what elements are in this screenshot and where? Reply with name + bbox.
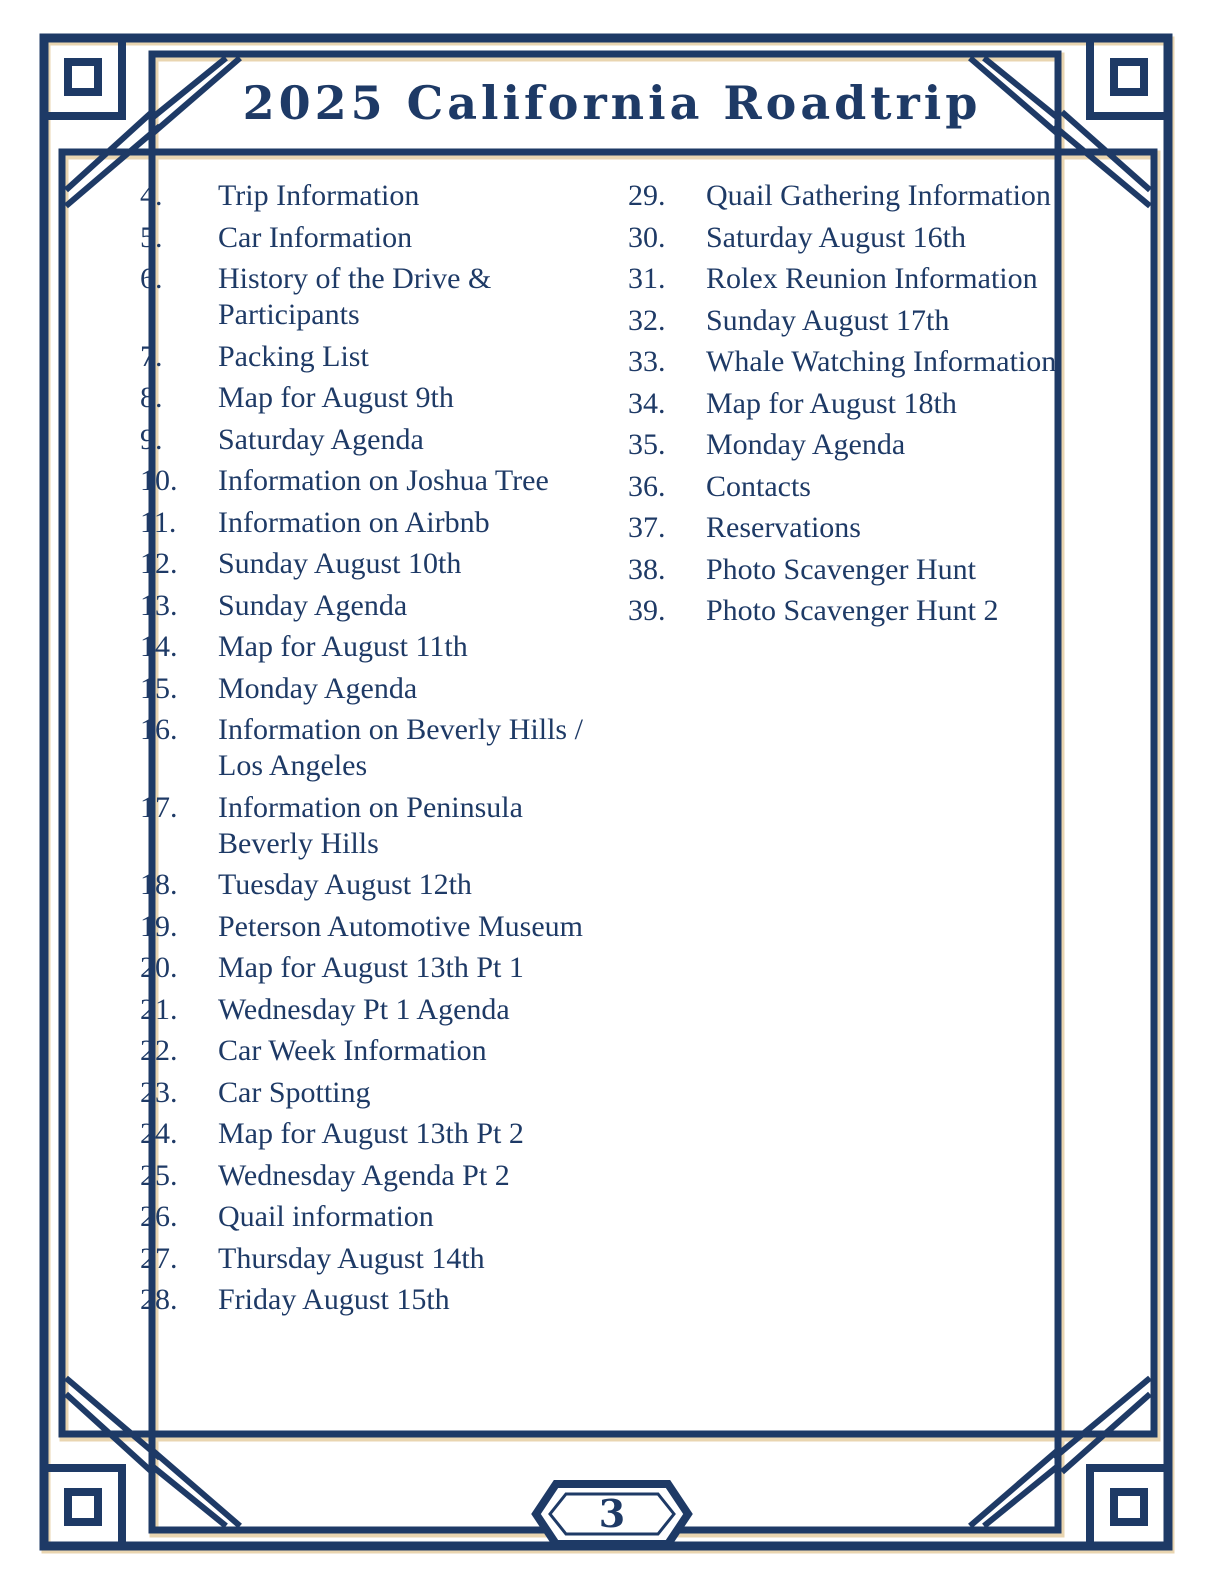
toc-entry-number: 31.	[628, 262, 666, 295]
toc-entry[interactable]	[140, 220, 600, 256]
toc-entry[interactable]	[628, 344, 1098, 380]
toc-right-column	[628, 178, 1098, 635]
toc-entry-label: Friday August 15th	[218, 1283, 450, 1316]
toc-entry[interactable]	[628, 386, 1098, 422]
toc-entry-number: 27.	[140, 1241, 178, 1275]
toc-entry-number: 8.	[140, 381, 163, 414]
toc-entry-number: 29.	[628, 179, 666, 212]
toc-entry-label: Rolex Reunion Information	[706, 262, 1038, 295]
toc-entry-label: Map for August 9th	[218, 381, 454, 414]
toc-entry[interactable]	[628, 552, 1098, 588]
toc-entry-label: Map for August 13th Pt 2	[218, 1117, 524, 1150]
toc-entry-label: Quail Gathering Information	[706, 179, 1051, 212]
toc-entry[interactable]	[140, 463, 600, 499]
toc-entry[interactable]	[140, 671, 600, 707]
toc-entry[interactable]	[140, 712, 600, 784]
toc-entry-label: Sunday August 17th	[706, 303, 950, 337]
toc-entry-number: 20.	[140, 951, 178, 984]
toc-entry-label: Tuesday August 12th	[218, 868, 472, 901]
toc-entry-label: Monday Agenda	[706, 428, 906, 461]
toc-entry-label: Sunday August 10th	[218, 547, 462, 580]
toc-entry-number: 19.	[140, 909, 178, 943]
toc-entry-number: 36.	[628, 469, 666, 503]
toc-entry-label: Wednesday Pt 1 Agenda	[218, 992, 510, 1026]
toc-entry-number: 18.	[140, 868, 178, 901]
toc-entry-label: Car Spotting	[218, 1075, 371, 1109]
toc-entry[interactable]	[628, 220, 1098, 256]
toc-entry-number: 14.	[140, 630, 178, 663]
toc-entry[interactable]	[628, 303, 1098, 339]
toc-entry-number: 25.	[140, 1158, 178, 1192]
toc-entry[interactable]	[628, 510, 1098, 546]
toc-entry[interactable]	[140, 1241, 600, 1277]
toc-left-column	[140, 178, 600, 1324]
toc-entry[interactable]	[628, 261, 1098, 297]
toc-entry[interactable]	[140, 178, 600, 214]
toc-entry-number: 10.	[140, 464, 178, 497]
toc-entry-label: Thursday August 14th	[218, 1241, 485, 1275]
toc-entry-label: Reservations	[706, 511, 861, 544]
toc-entry-label: Saturday Agenda	[218, 422, 424, 456]
toc-entry[interactable]	[140, 422, 600, 458]
toc-entry-number: 5.	[140, 220, 163, 254]
toc-entry-label: History of the Drive & Participants	[218, 262, 492, 331]
toc-entry-label: Peterson Automotive Museum	[218, 909, 583, 943]
toc-entry[interactable]	[140, 950, 600, 986]
toc-entry-label: Quail information	[218, 1200, 434, 1233]
toc-entry[interactable]	[140, 380, 600, 416]
toc-entry-label: Information on Airbnb	[218, 505, 490, 539]
toc-entry-number: 9.	[140, 422, 163, 456]
toc-entry[interactable]	[140, 992, 600, 1028]
toc-entry-number: 32.	[628, 303, 666, 337]
toc-entry-label: Trip Information	[218, 179, 420, 212]
toc-entry-label: Photo Scavenger Hunt 2	[706, 594, 999, 627]
toc-entry-label: Photo Scavenger Hunt	[706, 552, 976, 586]
toc-entry-number: 35.	[628, 428, 666, 461]
toc-entry-number: 30.	[628, 220, 666, 254]
toc-entry[interactable]	[140, 1282, 600, 1318]
toc-entry[interactable]	[140, 790, 600, 862]
toc-entry-number: 12.	[140, 547, 178, 580]
toc-entry-label: Monday Agenda	[218, 671, 418, 705]
toc-entry-label: Wednesday Agenda Pt 2	[218, 1158, 510, 1192]
toc-entry-number: 21.	[140, 992, 178, 1026]
toc-entry-number: 15.	[140, 671, 178, 705]
toc-entry-number: 6.	[140, 262, 163, 295]
toc-entry-number: 38.	[628, 552, 666, 586]
toc-entry-label: Contacts	[706, 469, 811, 503]
toc-entry[interactable]	[628, 178, 1098, 214]
toc-entry-number: 22.	[140, 1034, 178, 1067]
toc-entry-number: 33.	[628, 345, 666, 378]
toc-entry[interactable]	[140, 1158, 600, 1194]
toc-entry[interactable]	[140, 261, 600, 333]
toc-entry-label: Information on Beverly Hills / Los Angeles	[218, 713, 583, 782]
toc-entry-label: Map for August 13th Pt 1	[218, 951, 524, 984]
toc-entry-label: Car Information	[218, 220, 413, 254]
toc-entry-number: 23.	[140, 1075, 178, 1109]
toc-entry[interactable]	[628, 469, 1098, 505]
toc-entry[interactable]	[140, 505, 600, 541]
toc-entry-number: 13.	[140, 588, 178, 622]
toc-entry-label: Saturday August 16th	[706, 220, 966, 254]
toc-entry-number: 26.	[140, 1200, 178, 1233]
toc-entry[interactable]	[140, 1033, 600, 1069]
toc-entry-label: Packing List	[218, 339, 369, 373]
toc-entry-label: Information on Peninsula Beverly Hills	[218, 790, 523, 860]
toc-entry[interactable]	[140, 339, 600, 375]
toc-entry[interactable]	[140, 1075, 600, 1111]
toc-entry-number: 24.	[140, 1117, 178, 1150]
toc-entry[interactable]	[140, 588, 600, 624]
toc-entry[interactable]	[140, 909, 600, 945]
toc-entry-number: 4.	[140, 179, 163, 212]
toc-entry[interactable]	[628, 427, 1098, 463]
toc-entry-number: 16.	[140, 713, 178, 746]
toc-entry-number: 28.	[140, 1283, 178, 1316]
toc-entry-label: Information on Joshua Tree	[218, 464, 549, 497]
toc-entry[interactable]	[140, 1199, 600, 1235]
toc-entry-number: 17.	[140, 790, 178, 824]
toc-entry-label: Map for August 18th	[706, 386, 957, 420]
toc-entry[interactable]	[140, 867, 600, 903]
toc-entry-number: 11.	[140, 505, 177, 539]
toc-entry[interactable]	[628, 593, 1098, 629]
page-title: 2025 California Roadtrip	[242, 76, 982, 130]
toc-entry-number: 34.	[628, 386, 666, 420]
toc-entry[interactable]	[140, 1116, 600, 1152]
toc-entry-label: Sunday Agenda	[218, 588, 408, 622]
toc-entry-label: Whale Watching Information	[706, 345, 1057, 378]
toc-entry-label: Car Week Information	[218, 1034, 487, 1067]
toc-entry-number: 39.	[628, 594, 666, 627]
toc-entry[interactable]	[140, 629, 600, 665]
toc-entry-number: 37.	[628, 511, 666, 544]
toc-entry-number: 7.	[140, 339, 163, 373]
toc-entry[interactable]	[140, 546, 600, 582]
toc-entry-label: Map for August 11th	[218, 630, 468, 663]
page-number: 3	[598, 1491, 626, 1536]
